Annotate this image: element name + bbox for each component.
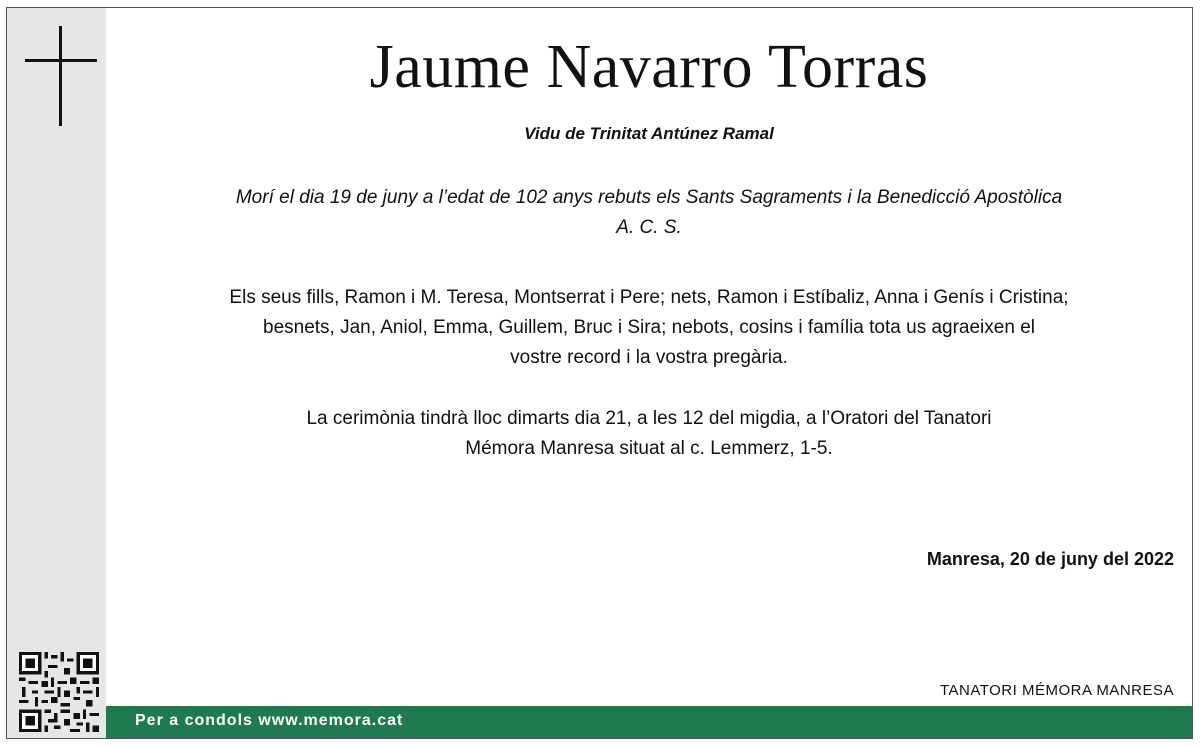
obituary-card	[6, 7, 1193, 739]
family-line: Els seus fills, Ramon i M. Teresa, Montserrat i Pere; nets, Ramon i Estíbaliz, Anna i Genís i Cristina;	[229, 287, 1069, 308]
cross-icon	[25, 26, 97, 126]
family-line: besnets, Jan, Aniol, Emma, Guillem, Bruc i Sira; nebots, cosins i família tota us agraeixen el	[263, 317, 1035, 338]
place-date: Manresa, 20 de juny del 2022	[926, 549, 1174, 569]
sidebar	[7, 8, 106, 738]
widower-line: Vidu de Trinitat Antúnez Ramal	[524, 124, 774, 143]
funeral-home-name: TANATORI MÉMORA MANRESA	[939, 682, 1174, 699]
ceremony-paragraph	[106, 404, 1192, 464]
notice-content	[106, 8, 1192, 738]
family-paragraph	[106, 283, 1192, 373]
ceremony-line: Mémora Manresa situat al c. Lemmerz, 1-5.	[465, 438, 833, 459]
family-line: vostre record i la vostra pregària.	[510, 347, 788, 368]
deceased-name: Jaume Navarro Torras	[369, 33, 929, 101]
acs-line: A. C. S.	[616, 217, 682, 238]
ceremony-line: La cerimònia tindrà lloc dimarts dia 21, a les 12 del migdia, a l’Oratori del Tanatori	[306, 408, 992, 429]
death-line: Morí el dia 19 de juny a l’edat de 102 anys rebuts els Sants Sagraments i la Benedicció Apostòlica	[235, 187, 1063, 208]
condolences-link[interactable]: Per a condols www.memora.cat	[135, 712, 404, 729]
footer-bar	[106, 706, 1192, 738]
death-announcement	[106, 183, 1192, 243]
qr-code-icon[interactable]	[19, 652, 99, 732]
